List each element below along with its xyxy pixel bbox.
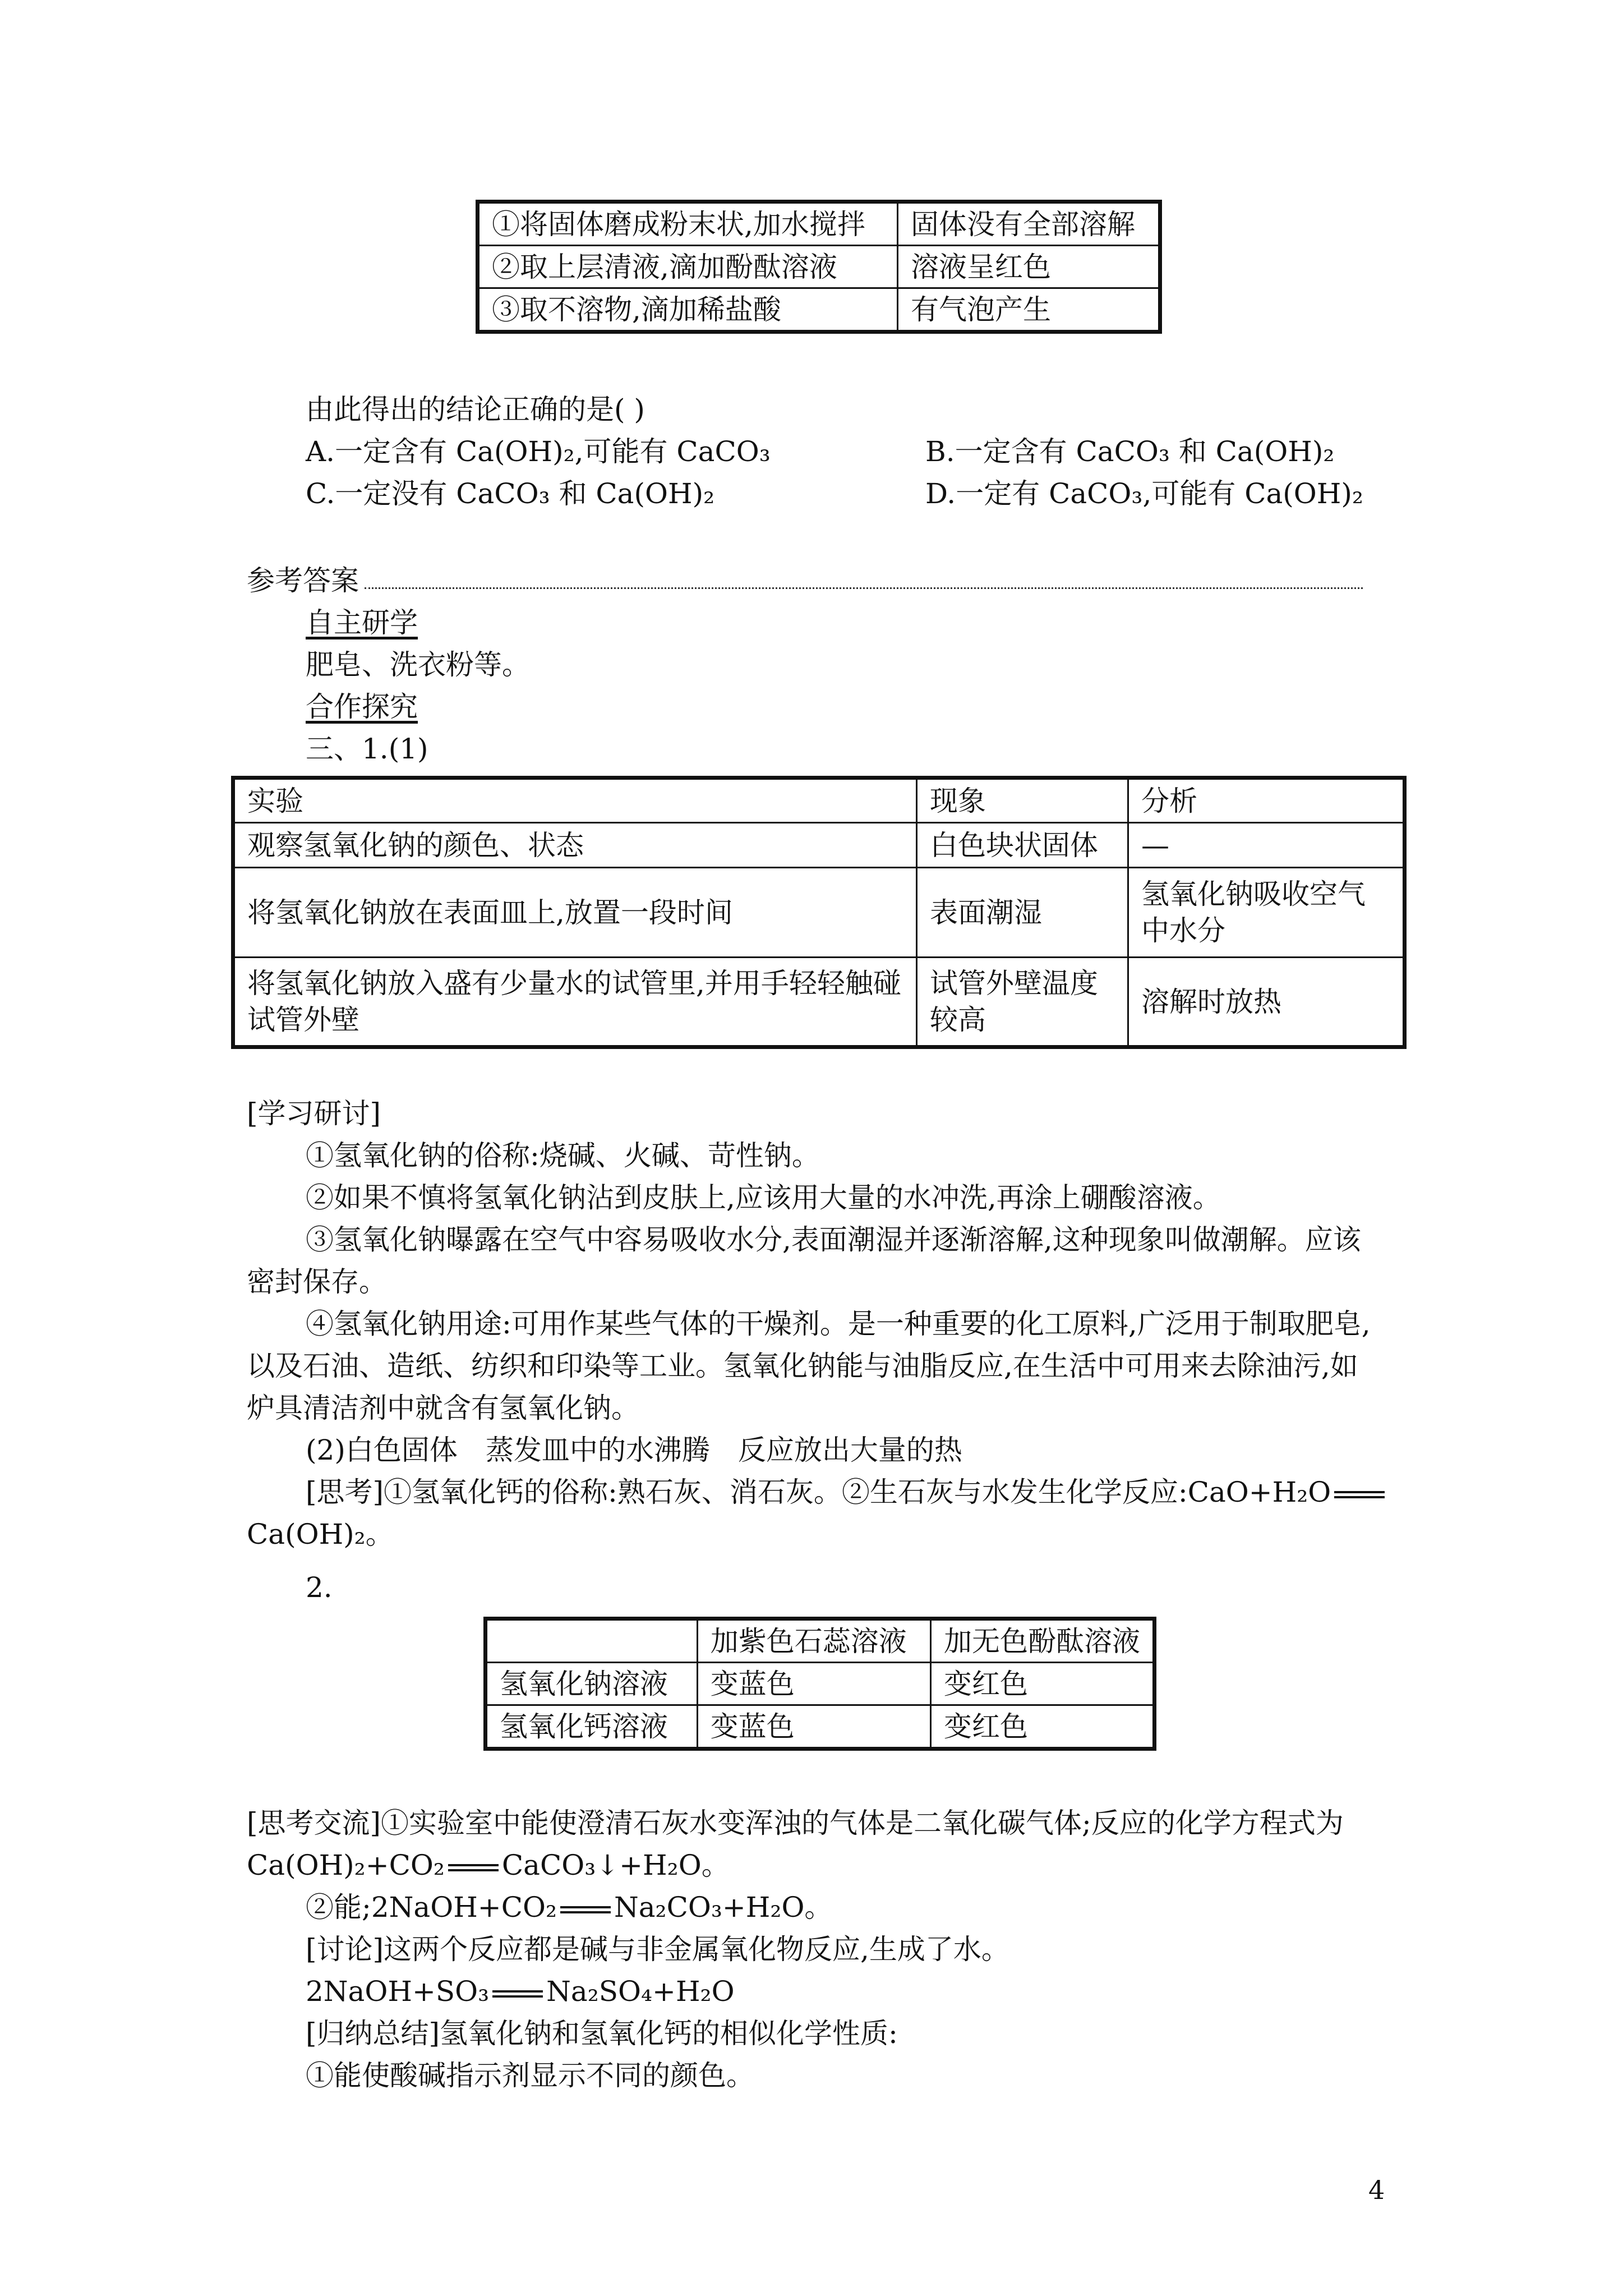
- study-paragraph: 炉具清洁剂中就含有氢氧化钠。: [247, 1392, 639, 1424]
- equals-sign-icon: [1334, 1491, 1385, 1498]
- table-header-cell: 实验: [233, 778, 917, 823]
- table-row: [233, 868, 1405, 958]
- option-c: C.一定没有 CaCO₃ 和 Ca(OH)₂: [306, 477, 715, 510]
- table-row: [478, 246, 1160, 288]
- table-cell: 变蓝色: [697, 1705, 930, 1749]
- table-cell: 观察氢氧化钠的颜色、状态: [233, 823, 917, 868]
- table-cell: 变红色: [931, 1705, 1155, 1749]
- think-line: [306, 1475, 1388, 1509]
- table-cell: 表面潮湿: [917, 868, 1128, 958]
- discuss-paragraph: [讨论]这两个反应都是碱与非金属氧化物反应,生成了水。: [306, 1933, 1009, 1966]
- exchange-paragraph: [思考交流]①实验室中能使澄清石灰水变浑浊的气体是二氧化碳气体;反应的化学方程式为: [247, 1807, 1344, 1839]
- equation-right: CaCO₃↓+H₂O。: [501, 1849, 730, 1881]
- study-paragraph: 以及石油、造纸、纺织和印染等工业。氢氧化钠能与油脂反应,在生活中可用来去除油污,如: [247, 1350, 1358, 1382]
- table-row: [478, 288, 1160, 332]
- equation-line: [306, 1975, 735, 2008]
- table-row: [486, 1663, 1155, 1705]
- page-number: 4: [1368, 2175, 1385, 2205]
- self-study-heading: 自主研学: [306, 606, 418, 639]
- table-cell: 氢氧化钙溶液: [486, 1705, 698, 1749]
- study-paragraph: ①氢氧化钠的俗称:烧碱、火碱、苛性钠。: [306, 1139, 820, 1172]
- table-header-cell: 加无色酚酞溶液: [931, 1619, 1155, 1663]
- equation-left: ②能;2NaOH+CO₂: [306, 1891, 557, 1924]
- table-cell: 将氢氧化钠放在表面皿上,放置一段时间: [233, 868, 917, 958]
- table-cell: —: [1128, 823, 1405, 868]
- table-row: [233, 823, 1405, 868]
- item-number: 2.: [306, 1571, 333, 1604]
- summary-heading: [归纳总结]氢氧化钠和氢氧化钙的相似化学性质:: [306, 2017, 898, 2050]
- table-cell: 溶解时放热: [1128, 958, 1405, 1047]
- option-d: D.一定有 CaCO₃,可能有 Ca(OH)₂: [925, 477, 1363, 510]
- table-cell: 氢氧化钠溶液: [486, 1663, 698, 1705]
- self-study-text: 肥皂、洗衣粉等。: [306, 648, 530, 681]
- experiment-table-1: [476, 200, 1162, 334]
- answers-heading: 参考答案: [247, 564, 359, 597]
- table-cell: 氢氧化钠吸收空气中水分: [1128, 868, 1405, 958]
- experiment-table-2: [231, 776, 1407, 1049]
- table-row: [233, 778, 1405, 823]
- section-label: 三、1.(1): [306, 733, 428, 765]
- equation-left: Ca(OH)₂+CO₂: [247, 1849, 445, 1881]
- table-cell: 将氢氧化钠放入盛有少量水的试管里,并用手轻轻触碰试管外壁: [233, 958, 917, 1047]
- study-title: [学习研讨]: [247, 1097, 381, 1130]
- indicator-table: [483, 1617, 1156, 1751]
- table-header-cell: [486, 1619, 698, 1663]
- table-row: [486, 1619, 1155, 1663]
- table-header-cell: 分析: [1128, 778, 1405, 823]
- equation-right: Na₂CO₃+H₂O。: [614, 1891, 833, 1924]
- table-cell: 变蓝色: [697, 1663, 930, 1705]
- option-a: A.一定含有 Ca(OH)₂,可能有 CaCO₃: [306, 435, 771, 468]
- study-paragraph: ③氢氧化钠曝露在空气中容易吸收水分,表面潮湿并逐渐溶解,这种现象叫做潮解。应该: [306, 1223, 1361, 1256]
- study-paragraph: 密封保存。: [247, 1266, 387, 1298]
- table-cell: 固体没有全部溶解: [898, 202, 1160, 246]
- study-paragraph: (2)白色固体 蒸发皿中的水沸腾 反应放出大量的热: [306, 1434, 962, 1466]
- option-b: B.一定含有 CaCO₃ 和 Ca(OH)₂: [925, 435, 1335, 468]
- equals-sign-icon: [560, 1906, 611, 1913]
- equation-left: 2NaOH+SO₃: [306, 1975, 490, 2008]
- table-cell: 有气泡产生: [898, 288, 1160, 332]
- table-row: [478, 202, 1160, 246]
- equals-sign-icon: [492, 1990, 543, 1998]
- dotted-divider: [365, 587, 1363, 589]
- summary-item: ①能使酸碱指示剂显示不同的颜色。: [306, 2059, 754, 2092]
- think-line-end: Ca(OH)₂。: [247, 1518, 394, 1550]
- table-cell: 变红色: [931, 1663, 1155, 1705]
- equation-right: Na₂SO₄+H₂O: [546, 1975, 735, 2008]
- equals-sign-icon: [448, 1864, 499, 1871]
- table-cell: 溶液呈红色: [898, 246, 1160, 288]
- table-cell: ①将固体磨成粉末状,加水搅拌: [478, 202, 898, 246]
- study-paragraph: ②如果不慎将氢氧化钠沾到皮肤上,应该用大量的水冲洗,再涂上硼酸溶液。: [306, 1181, 1221, 1214]
- table-header-cell: 现象: [917, 778, 1128, 823]
- table-row: [233, 958, 1405, 1047]
- table-row: [486, 1705, 1155, 1749]
- question-stem: 由此得出的结论正确的是( ): [306, 393, 645, 426]
- think-text: [思考]①氢氧化钙的俗称:熟石灰、消石灰。②生石灰与水发生化学反应:CaO+H₂O: [306, 1476, 1331, 1508]
- table-cell: 试管外壁温度较高: [917, 958, 1128, 1047]
- equation-line: [247, 1848, 730, 1882]
- coop-heading: 合作探究: [306, 691, 418, 723]
- table-cell: 白色块状固体: [917, 823, 1128, 868]
- equation-line: [306, 1890, 832, 1924]
- table-cell: ②取上层清液,滴加酚酞溶液: [478, 246, 898, 288]
- table-cell: ③取不溶物,滴加稀盐酸: [478, 288, 898, 332]
- study-paragraph: ④氢氧化钠用途:可用作某些气体的干燥剂。是一种重要的化工原料,广泛用于制取肥皂,: [306, 1308, 1371, 1340]
- table-header-cell: 加紫色石蕊溶液: [697, 1619, 930, 1663]
